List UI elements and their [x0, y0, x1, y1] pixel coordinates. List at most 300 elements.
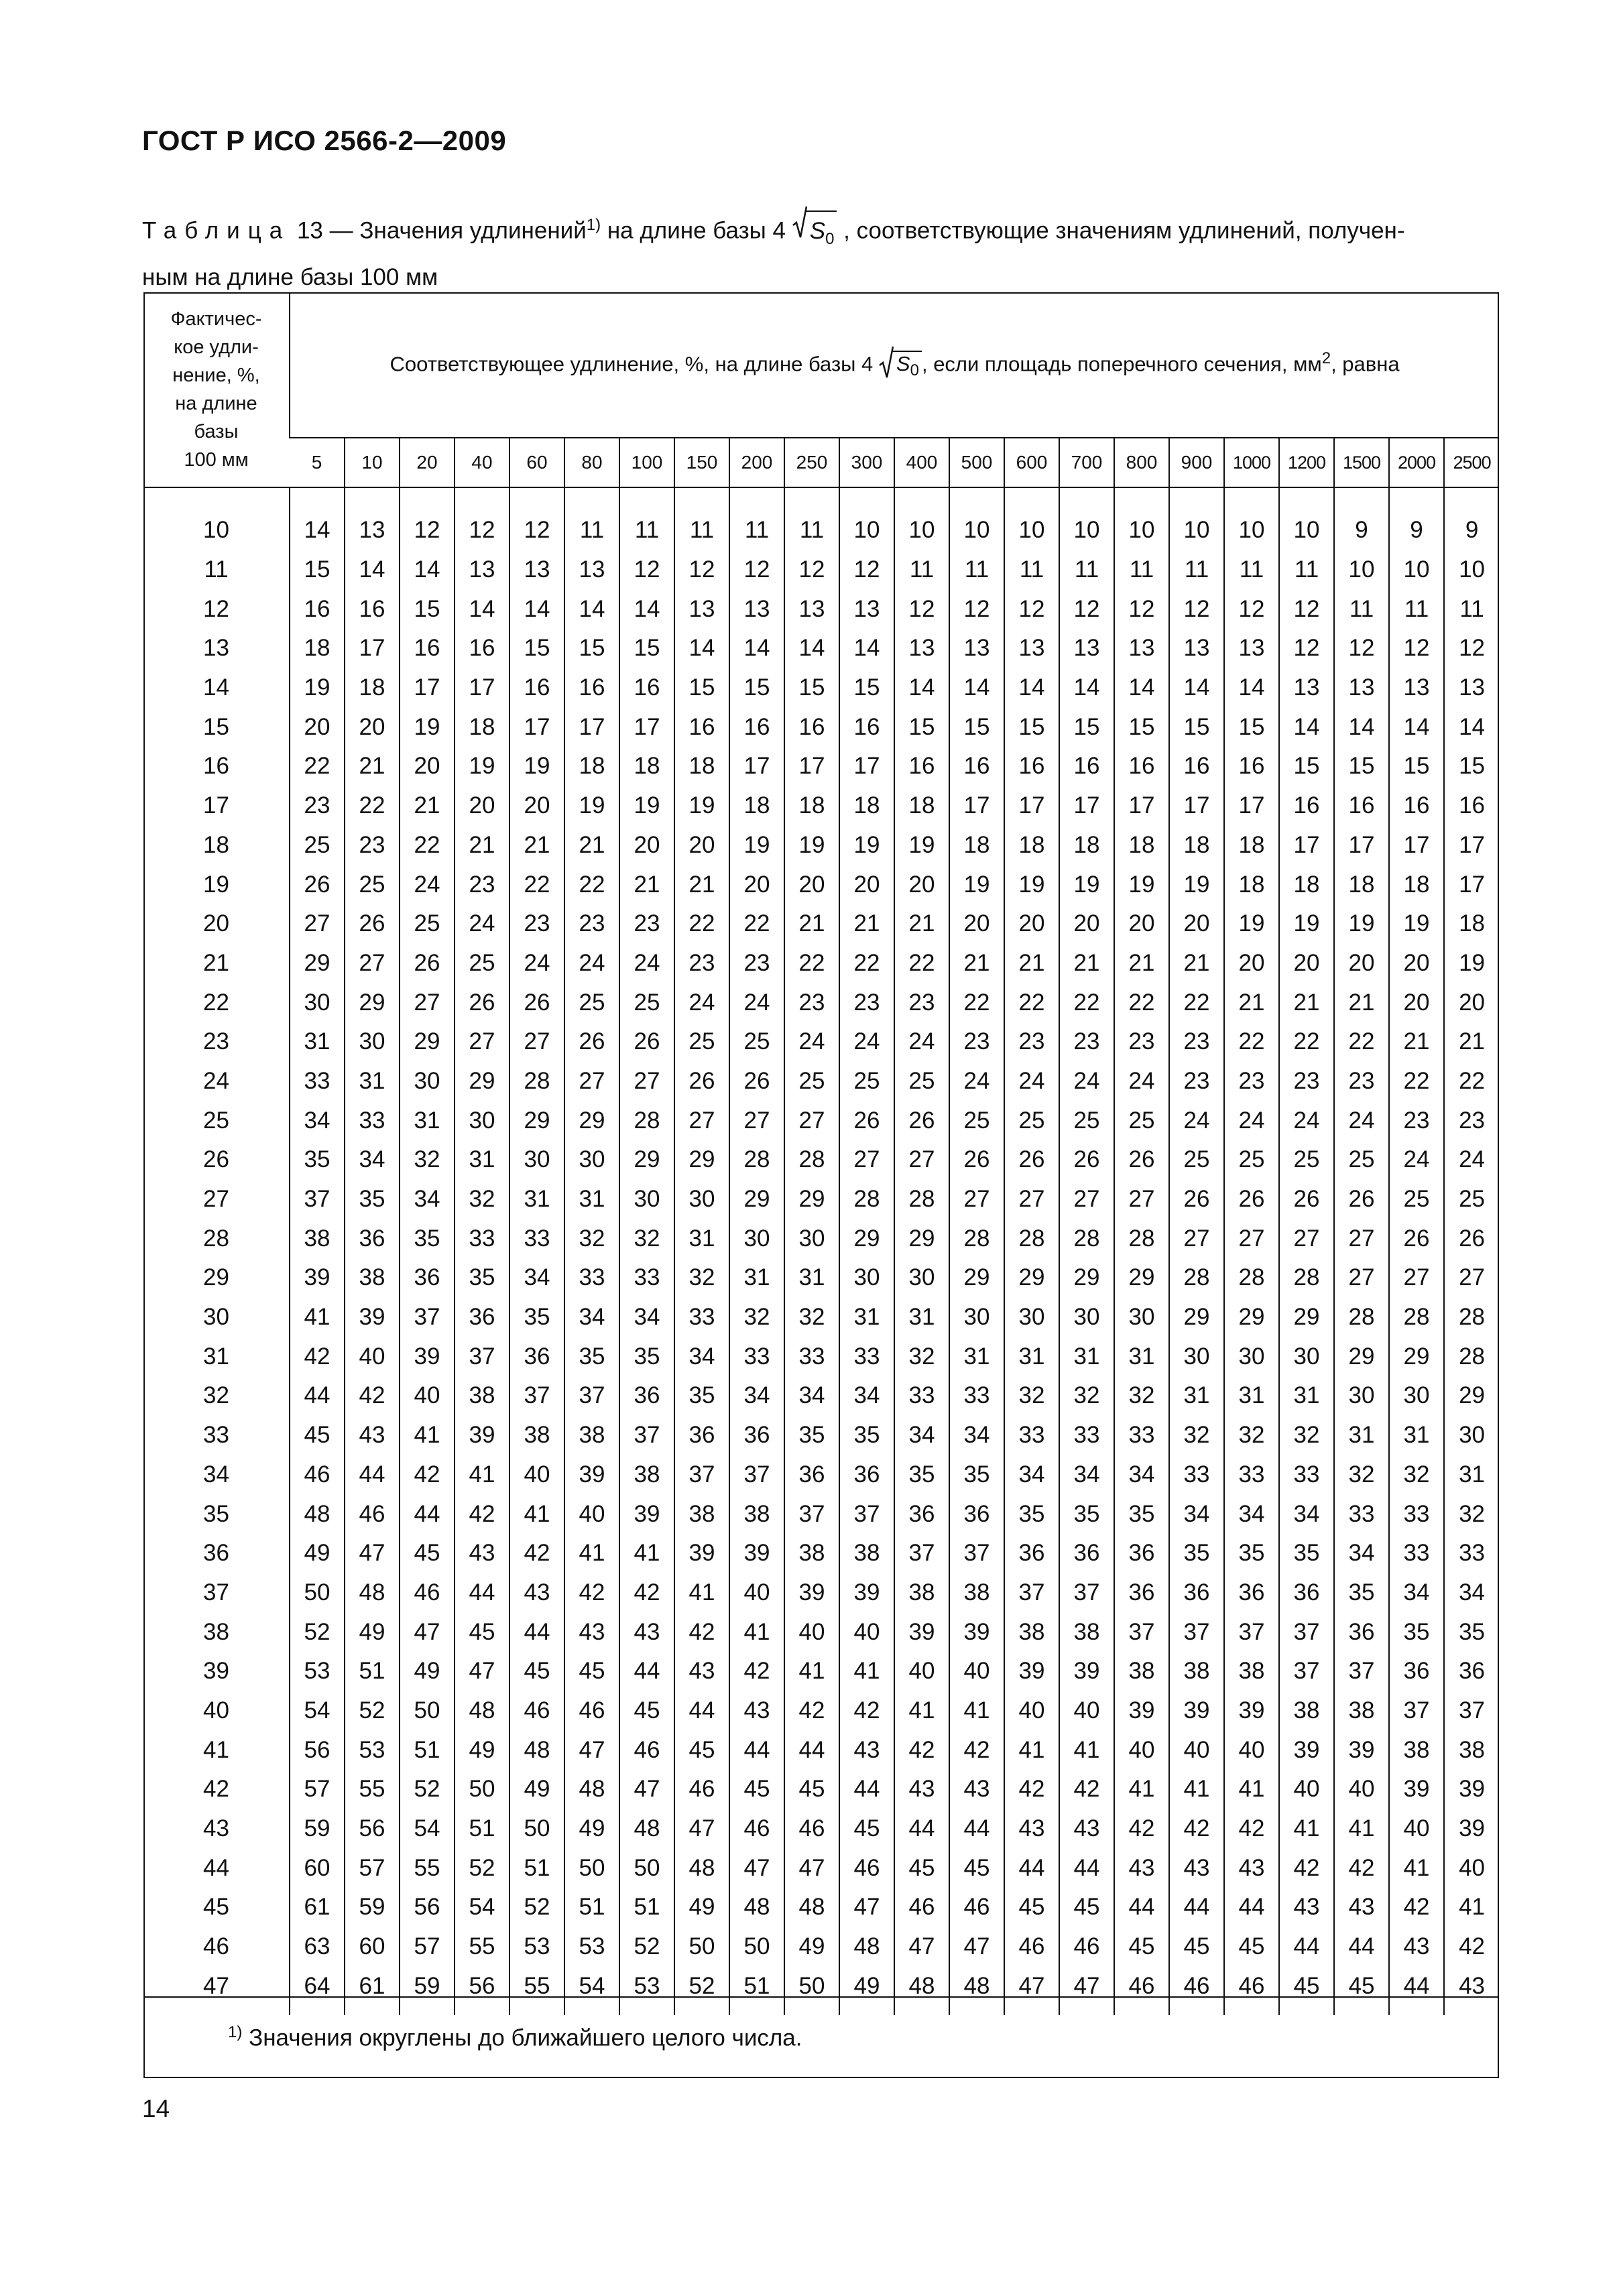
area-header-cell: 20: [400, 438, 455, 487]
converted-elongation-cell: 20: [455, 786, 509, 826]
converted-elongation-cell: 35: [1059, 1494, 1114, 1534]
converted-elongation-cell: 24: [1224, 1101, 1279, 1140]
converted-elongation-cell: 24: [1059, 1062, 1114, 1101]
converted-elongation-cell: 48: [509, 1730, 564, 1770]
converted-elongation-cell: 23: [1389, 1101, 1444, 1140]
converted-elongation-cell: 46: [674, 1770, 729, 1809]
area-header-cell: 700: [1059, 438, 1114, 487]
converted-elongation-cell: 38: [619, 1455, 674, 1495]
converted-elongation-cell: 22: [1169, 983, 1224, 1022]
converted-elongation-cell: 14: [1334, 707, 1389, 747]
caption-footnote-mark: 1): [586, 216, 601, 234]
converted-elongation-cell: 36: [619, 1376, 674, 1416]
actual-elongation-cell: 11: [204, 556, 229, 583]
converted-elongation-cell: 19: [1389, 904, 1444, 944]
converted-elongation-cell: 45: [674, 1730, 729, 1770]
actual-elongation-cell: 45: [203, 1894, 229, 1921]
converted-elongation-cell: 29: [619, 1140, 674, 1180]
converted-elongation-cell: 50: [619, 1848, 674, 1888]
converted-elongation-cell: 59: [345, 1888, 400, 1927]
converted-elongation-cell: 29: [674, 1140, 729, 1180]
table-row: [143, 1612, 1499, 1652]
converted-elongation-cell: 21: [674, 865, 729, 904]
converted-elongation-cell: 33: [894, 1376, 949, 1416]
table-row: [143, 1455, 1499, 1495]
converted-elongation-cell: 41: [674, 1573, 729, 1613]
table-row: [143, 747, 1499, 786]
converted-elongation-cell: 47: [784, 1848, 839, 1888]
converted-elongation-cell: 15: [894, 707, 949, 747]
converted-elongation-cell: 17: [949, 786, 1004, 826]
converted-elongation-cell: 41: [1114, 1770, 1169, 1809]
converted-elongation-cell: 38: [729, 1494, 784, 1534]
converted-elongation-cell: 32: [894, 1337, 949, 1376]
converted-elongation-cell: 39: [839, 1573, 894, 1613]
converted-elongation-cell: 27: [1169, 1219, 1224, 1258]
converted-elongation-cell: 13: [949, 629, 1004, 668]
converted-elongation-cell: 44: [1169, 1888, 1224, 1927]
converted-elongation-cell: 16: [784, 707, 839, 747]
converted-elongation-cell: 20: [949, 904, 1004, 944]
converted-elongation-cell: 37: [455, 1337, 509, 1376]
converted-elongation-cell: 17: [400, 668, 455, 708]
converted-elongation-cell: 22: [1444, 1062, 1499, 1101]
converted-elongation-cell: 16: [1334, 786, 1389, 826]
converted-elongation-cell: 16: [1279, 786, 1334, 826]
converted-elongation-cell: 27: [1004, 1180, 1059, 1219]
converted-elongation-cell: 27: [949, 1180, 1004, 1219]
actual-elongation-cell: 14: [203, 674, 229, 701]
converted-elongation-cell: 24: [1279, 1101, 1334, 1140]
actual-elongation-cell: 43: [203, 1815, 229, 1842]
converted-elongation-cell: 46: [619, 1730, 674, 1770]
first-column-header: [143, 292, 290, 487]
converted-elongation-cell: 15: [1389, 747, 1444, 786]
converted-elongation-cell: 26: [455, 983, 509, 1022]
converted-elongation-cell: 14: [1444, 707, 1499, 747]
converted-elongation-cell: 39: [345, 1298, 400, 1337]
table-row: [143, 1140, 1499, 1180]
converted-elongation-cell: 49: [400, 1652, 455, 1691]
converted-elongation-cell: 39: [1444, 1809, 1499, 1849]
actual-elongation-cell: 28: [203, 1225, 229, 1252]
converted-elongation-cell: 16: [674, 707, 729, 747]
converted-elongation-cell: 20: [1059, 904, 1114, 944]
converted-elongation-cell: 43: [1169, 1848, 1224, 1888]
converted-elongation-cell: 42: [1389, 1888, 1444, 1927]
converted-elongation-cell: 18: [1334, 865, 1389, 904]
converted-elongation-cell: 30: [345, 1022, 400, 1062]
converted-elongation-cell: 44: [400, 1494, 455, 1534]
converted-elongation-cell: 19: [619, 786, 674, 826]
area-header-cell: 2500: [1444, 438, 1499, 487]
converted-elongation-cell: 27: [564, 1062, 619, 1101]
converted-elongation-cell: 32: [1389, 1455, 1444, 1495]
converted-elongation-cell: 38: [564, 1416, 619, 1455]
converted-elongation-cell: 25: [290, 826, 345, 865]
converted-elongation-cell: 29: [400, 1022, 455, 1062]
area-header-cell: 80: [564, 438, 619, 487]
footnote: [228, 2023, 802, 2052]
converted-elongation-cell: 28: [619, 1101, 674, 1140]
converted-elongation-cell: 41: [1004, 1730, 1059, 1770]
converted-elongation-cell: 31: [564, 1180, 619, 1219]
converted-elongation-cell: 28: [1444, 1337, 1499, 1376]
converted-elongation-cell: 42: [1059, 1770, 1114, 1809]
converted-elongation-cell: 25: [784, 1062, 839, 1101]
area-header-cell: 300: [839, 438, 894, 487]
actual-elongation-cell: 25: [203, 1107, 229, 1134]
converted-elongation-cell: 42: [784, 1691, 839, 1731]
converted-elongation-cell: 28: [509, 1062, 564, 1101]
converted-elongation-cell: 47: [400, 1612, 455, 1652]
converted-elongation-cell: 10: [894, 511, 949, 550]
converted-elongation-cell: 23: [674, 944, 729, 983]
table-row: [143, 668, 1499, 708]
converted-elongation-cell: 56: [345, 1809, 400, 1849]
converted-elongation-cell: 16: [619, 668, 674, 708]
converted-elongation-cell: 40: [839, 1612, 894, 1652]
converted-elongation-cell: 18: [1169, 826, 1224, 865]
converted-elongation-cell: 35: [1444, 1612, 1499, 1652]
converted-elongation-cell: 36: [1334, 1612, 1389, 1652]
converted-elongation-cell: 29: [1444, 1376, 1499, 1416]
area-header-cell: 2000: [1389, 438, 1444, 487]
converted-elongation-cell: 41: [729, 1612, 784, 1652]
converted-elongation-cell: 29: [564, 1101, 619, 1140]
actual-elongation-cell: 21: [203, 949, 229, 976]
converted-elongation-cell: 13: [564, 550, 619, 590]
converted-elongation-cell: 21: [1004, 944, 1059, 983]
converted-elongation-cell: 27: [455, 1022, 509, 1062]
converted-elongation-cell: 35: [1279, 1534, 1334, 1573]
converted-elongation-cell: 14: [894, 668, 949, 708]
converted-elongation-cell: 35: [1169, 1534, 1224, 1573]
converted-elongation-cell: 21: [839, 904, 894, 944]
table-caption: [142, 206, 1503, 296]
converted-elongation-cell: 25: [1279, 1140, 1334, 1180]
converted-elongation-cell: 12: [894, 589, 949, 629]
converted-elongation-cell: 25: [1389, 1180, 1444, 1219]
sqrt-s0-symbol: [794, 210, 837, 258]
converted-elongation-cell: 35: [1114, 1494, 1169, 1534]
converted-elongation-cell: 11: [1224, 550, 1279, 590]
converted-elongation-cell: 28: [1389, 1298, 1444, 1337]
converted-elongation-cell: 52: [455, 1848, 509, 1888]
converted-elongation-cell: 45: [1169, 1927, 1224, 1967]
converted-elongation-cell: 22: [674, 904, 729, 944]
converted-elongation-cell: 23: [564, 904, 619, 944]
converted-elongation-cell: 25: [1334, 1140, 1389, 1180]
page-number: 14: [142, 2095, 170, 2122]
converted-elongation-cell: 15: [1279, 747, 1334, 786]
converted-elongation-cell: 39: [894, 1612, 949, 1652]
converted-elongation-cell: 19: [564, 786, 619, 826]
converted-elongation-cell: 49: [784, 1927, 839, 1967]
actual-elongation-cell: 33: [203, 1422, 229, 1449]
converted-elongation-cell: 25: [1004, 1101, 1059, 1140]
converted-elongation-cell: 51: [564, 1888, 619, 1927]
converted-elongation-cell: 16: [290, 589, 345, 629]
actual-elongation-cell: 35: [203, 1500, 229, 1527]
converted-elongation-cell: 43: [949, 1770, 1004, 1809]
area-header-cell: 800: [1114, 438, 1169, 487]
converted-elongation-cell: 18: [345, 668, 400, 708]
converted-elongation-cell: 22: [1059, 983, 1114, 1022]
elongation-table: [143, 292, 1499, 2015]
converted-elongation-cell: 19: [949, 865, 1004, 904]
area-header-cell: 1500: [1334, 438, 1389, 487]
converted-elongation-cell: 12: [1169, 589, 1224, 629]
converted-elongation-cell: 50: [290, 1573, 345, 1613]
converted-elongation-cell: 12: [1224, 589, 1279, 629]
converted-elongation-cell: 25: [674, 1022, 729, 1062]
converted-elongation-cell: 44: [345, 1455, 400, 1495]
converted-elongation-cell: 37: [1444, 1691, 1499, 1731]
converted-elongation-cell: 38: [1334, 1691, 1389, 1731]
converted-elongation-cell: 36: [1444, 1652, 1499, 1691]
converted-elongation-cell: 19: [784, 826, 839, 865]
converted-elongation-cell: 24: [564, 944, 619, 983]
converted-elongation-cell: 38: [345, 1258, 400, 1298]
converted-elongation-cell: 23: [345, 826, 400, 865]
converted-elongation-cell: 42: [509, 1534, 564, 1573]
converted-elongation-cell: 34: [894, 1416, 949, 1455]
converted-elongation-cell: 30: [674, 1180, 729, 1219]
converted-elongation-cell: 44: [894, 1809, 949, 1849]
table-row: [143, 1062, 1499, 1101]
converted-elongation-cell: 44: [674, 1691, 729, 1731]
converted-elongation-cell: 27: [729, 1101, 784, 1140]
converted-elongation-cell: 13: [1389, 668, 1444, 708]
converted-elongation-cell: 24: [839, 1022, 894, 1062]
converted-elongation-cell: 38: [1279, 1691, 1334, 1731]
converted-elongation-cell: 32: [784, 1298, 839, 1337]
converted-elongation-cell: 46: [509, 1691, 564, 1731]
converted-elongation-cell: 34: [1169, 1494, 1224, 1534]
converted-elongation-cell: 21: [1059, 944, 1114, 983]
span-radical-symbol: S: [896, 352, 910, 376]
converted-elongation-cell: 20: [509, 786, 564, 826]
converted-elongation-cell: 31: [509, 1180, 564, 1219]
converted-elongation-cell: 22: [509, 865, 564, 904]
converted-elongation-cell: 21: [1334, 983, 1389, 1022]
converted-elongation-cell: 49: [455, 1730, 509, 1770]
converted-elongation-cell: 18: [1059, 826, 1114, 865]
converted-elongation-cell: 30: [729, 1219, 784, 1258]
converted-elongation-cell: 42: [1004, 1770, 1059, 1809]
converted-elongation-cell: 15: [1334, 747, 1389, 786]
converted-elongation-cell: 45: [1279, 1966, 1334, 2006]
converted-elongation-cell: 56: [455, 1966, 509, 2006]
converted-elongation-cell: 26: [1059, 1140, 1114, 1180]
converted-elongation-cell: 44: [619, 1652, 674, 1691]
converted-elongation-cell: 47: [949, 1927, 1004, 1967]
converted-elongation-cell: 43: [1444, 1966, 1499, 2006]
converted-elongation-cell: 43: [839, 1730, 894, 1770]
converted-elongation-cell: 51: [345, 1652, 400, 1691]
converted-elongation-cell: 41: [949, 1691, 1004, 1731]
converted-elongation-cell: 46: [729, 1809, 784, 1849]
converted-elongation-cell: 26: [1224, 1180, 1279, 1219]
converted-elongation-cell: 23: [1169, 1022, 1224, 1062]
converted-elongation-cell: 34: [290, 1101, 345, 1140]
converted-elongation-cell: 30: [1004, 1298, 1059, 1337]
converted-elongation-cell: 44: [1004, 1848, 1059, 1888]
converted-elongation-cell: 14: [1114, 668, 1169, 708]
converted-elongation-cell: 40: [1114, 1730, 1169, 1770]
converted-elongation-cell: 38: [290, 1219, 345, 1258]
converted-elongation-cell: 18: [1224, 826, 1279, 865]
converted-elongation-cell: 16: [729, 707, 784, 747]
actual-elongation-cell: 36: [203, 1540, 229, 1567]
converted-elongation-cell: 50: [784, 1966, 839, 2006]
converted-elongation-cell: 39: [1004, 1652, 1059, 1691]
converted-elongation-cell: 20: [1004, 904, 1059, 944]
converted-elongation-cell: 54: [290, 1691, 345, 1731]
converted-elongation-cell: 38: [1114, 1652, 1169, 1691]
converted-elongation-cell: 36: [1114, 1534, 1169, 1573]
converted-elongation-cell: 18: [894, 786, 949, 826]
converted-elongation-cell: 44: [1224, 1888, 1279, 1927]
converted-elongation-cell: 30: [894, 1258, 949, 1298]
converted-elongation-cell: 18: [290, 629, 345, 668]
converted-elongation-cell: 28: [1114, 1219, 1169, 1258]
converted-elongation-cell: 20: [784, 865, 839, 904]
converted-elongation-cell: 21: [400, 786, 455, 826]
first-column-header-line: кое удли-: [174, 337, 259, 358]
converted-elongation-cell: 41: [894, 1691, 949, 1731]
area-header-cell: 900: [1169, 438, 1224, 487]
converted-elongation-cell: 39: [1389, 1770, 1444, 1809]
converted-elongation-cell: 37: [1389, 1691, 1444, 1731]
table-row: [143, 511, 1499, 550]
converted-elongation-cell: 34: [619, 1298, 674, 1337]
converted-elongation-cell: 24: [509, 944, 564, 983]
converted-elongation-cell: 57: [290, 1770, 345, 1809]
converted-elongation-cell: 33: [455, 1219, 509, 1258]
converted-elongation-cell: 41: [290, 1298, 345, 1337]
converted-elongation-cell: 30: [1334, 1376, 1389, 1416]
table-row: [143, 1022, 1499, 1062]
converted-elongation-cell: 21: [345, 747, 400, 786]
converted-elongation-cell: 45: [1059, 1888, 1114, 1927]
converted-elongation-cell: 39: [564, 1455, 619, 1495]
converted-elongation-cell: 14: [674, 629, 729, 668]
converted-elongation-cell: 20: [1444, 983, 1499, 1022]
converted-elongation-cell: 64: [290, 1966, 345, 2006]
converted-elongation-cell: 51: [729, 1966, 784, 2006]
converted-elongation-cell: 53: [619, 1966, 674, 2006]
converted-elongation-cell: 26: [949, 1140, 1004, 1180]
converted-elongation-cell: 30: [1114, 1298, 1169, 1337]
converted-elongation-cell: 37: [400, 1298, 455, 1337]
converted-elongation-cell: 12: [729, 550, 784, 590]
converted-elongation-cell: 37: [509, 1376, 564, 1416]
converted-elongation-cell: 39: [1279, 1730, 1334, 1770]
converted-elongation-cell: 12: [1444, 629, 1499, 668]
table-row: [143, 589, 1499, 629]
converted-elongation-cell: 33: [1444, 1534, 1499, 1573]
converted-elongation-cell: 30: [1279, 1337, 1334, 1376]
converted-elongation-cell: 16: [1114, 747, 1169, 786]
converted-elongation-cell: 31: [455, 1140, 509, 1180]
converted-elongation-cell: 18: [1389, 865, 1444, 904]
converted-elongation-cell: 29: [509, 1101, 564, 1140]
converted-elongation-cell: 29: [839, 1219, 894, 1258]
converted-elongation-cell: 38: [784, 1534, 839, 1573]
converted-elongation-cell: 48: [564, 1770, 619, 1809]
converted-elongation-cell: 34: [729, 1376, 784, 1416]
converted-elongation-cell: 49: [839, 1966, 894, 2006]
converted-elongation-cell: 39: [784, 1573, 839, 1613]
converted-elongation-cell: 34: [1279, 1494, 1334, 1534]
converted-elongation-cell: 34: [1444, 1573, 1499, 1613]
converted-elongation-cell: 30: [455, 1101, 509, 1140]
converted-elongation-cell: 14: [1224, 668, 1279, 708]
converted-elongation-cell: 17: [345, 629, 400, 668]
converted-elongation-cell: 18: [455, 707, 509, 747]
converted-elongation-cell: 12: [1114, 589, 1169, 629]
converted-elongation-cell: 31: [784, 1258, 839, 1298]
converted-elongation-cell: 22: [1004, 983, 1059, 1022]
converted-elongation-cell: 20: [674, 826, 729, 865]
converted-elongation-cell: 59: [290, 1809, 345, 1849]
converted-elongation-cell: 25: [894, 1062, 949, 1101]
converted-elongation-cell: 48: [784, 1888, 839, 1927]
converted-elongation-cell: 43: [729, 1691, 784, 1731]
converted-elongation-cell: 46: [1169, 1966, 1224, 2006]
table-row: [143, 1691, 1499, 1731]
converted-elongation-cell: 15: [400, 589, 455, 629]
converted-elongation-cell: 20: [1279, 944, 1334, 983]
converted-elongation-cell: 27: [619, 1062, 674, 1101]
converted-elongation-cell: 36: [509, 1337, 564, 1376]
converted-elongation-cell: 44: [949, 1809, 1004, 1849]
converted-elongation-cell: 54: [400, 1809, 455, 1849]
converted-elongation-cell: 25: [455, 944, 509, 983]
converted-elongation-cell: 47: [729, 1848, 784, 1888]
converted-elongation-cell: 33: [345, 1101, 400, 1140]
converted-elongation-cell: 11: [784, 511, 839, 550]
converted-elongation-cell: 35: [839, 1416, 894, 1455]
table-row: [143, 1848, 1499, 1888]
converted-elongation-cell: 44: [1334, 1927, 1389, 1967]
converted-elongation-cell: 33: [839, 1337, 894, 1376]
converted-elongation-cell: 12: [1279, 629, 1334, 668]
converted-elongation-cell: 35: [345, 1180, 400, 1219]
converted-elongation-cell: 11: [1389, 589, 1444, 629]
converted-elongation-cell: 18: [729, 786, 784, 826]
converted-elongation-cell: 23: [455, 865, 509, 904]
converted-elongation-cell: 49: [345, 1612, 400, 1652]
converted-elongation-cell: 17: [619, 707, 674, 747]
converted-elongation-cell: 37: [1224, 1612, 1279, 1652]
sqrt-s0-symbol: [880, 351, 922, 380]
converted-elongation-cell: 32: [1334, 1455, 1389, 1495]
converted-elongation-cell: 35: [949, 1455, 1004, 1495]
converted-elongation-cell: 19: [1114, 865, 1169, 904]
actual-elongation-cell: 32: [203, 1382, 229, 1409]
converted-elongation-cell: 13: [1224, 629, 1279, 668]
converted-elongation-cell: 36: [784, 1455, 839, 1495]
converted-elongation-cell: 15: [949, 707, 1004, 747]
converted-elongation-cell: 24: [784, 1022, 839, 1062]
converted-elongation-cell: 40: [564, 1494, 619, 1534]
converted-elongation-cell: 19: [290, 668, 345, 708]
converted-elongation-cell: 34: [1059, 1455, 1114, 1495]
converted-elongation-cell: 37: [1334, 1652, 1389, 1691]
